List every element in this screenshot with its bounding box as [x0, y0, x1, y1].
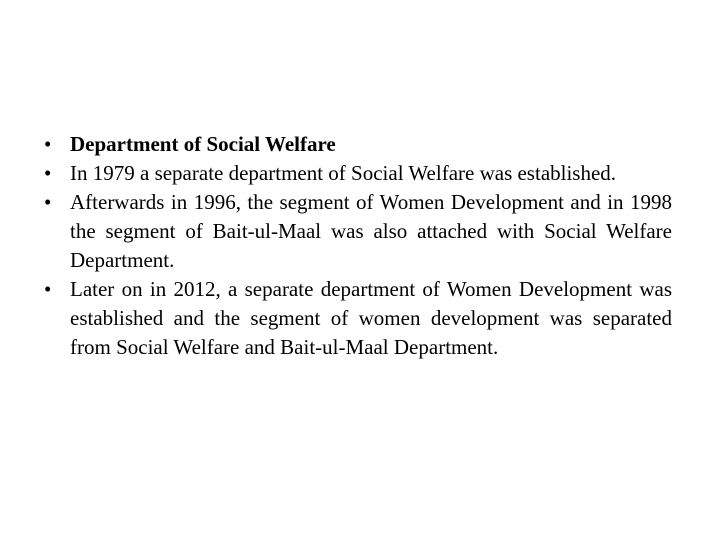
bullet-icon: • [44, 132, 52, 156]
bullet-item-2012 [44, 275, 672, 362]
bullet-list [44, 130, 672, 362]
bullet-item-heading [44, 130, 672, 159]
bullet-text: Later on in 2012, a separate department of Women Development was established and the segment of women development was separated from Social Welfare and Bait-ul-Maal Department. [70, 277, 672, 359]
bullet-text: Afterwards in 1996, the segment of Women Development and in 1998 the segment of Bait-ul-Maal was also attached with Social Welfare Department. [70, 190, 672, 272]
bullet-icon: • [44, 190, 52, 214]
bullet-item-1996 [44, 188, 672, 275]
bullet-icon: • [44, 161, 52, 185]
bullet-icon: • [44, 277, 52, 301]
bullet-item-1979 [44, 159, 672, 188]
bullet-text: Department of Social Welfare [70, 132, 336, 156]
bullet-text: In 1979 a separate department of Social Welfare was established. [70, 161, 617, 185]
